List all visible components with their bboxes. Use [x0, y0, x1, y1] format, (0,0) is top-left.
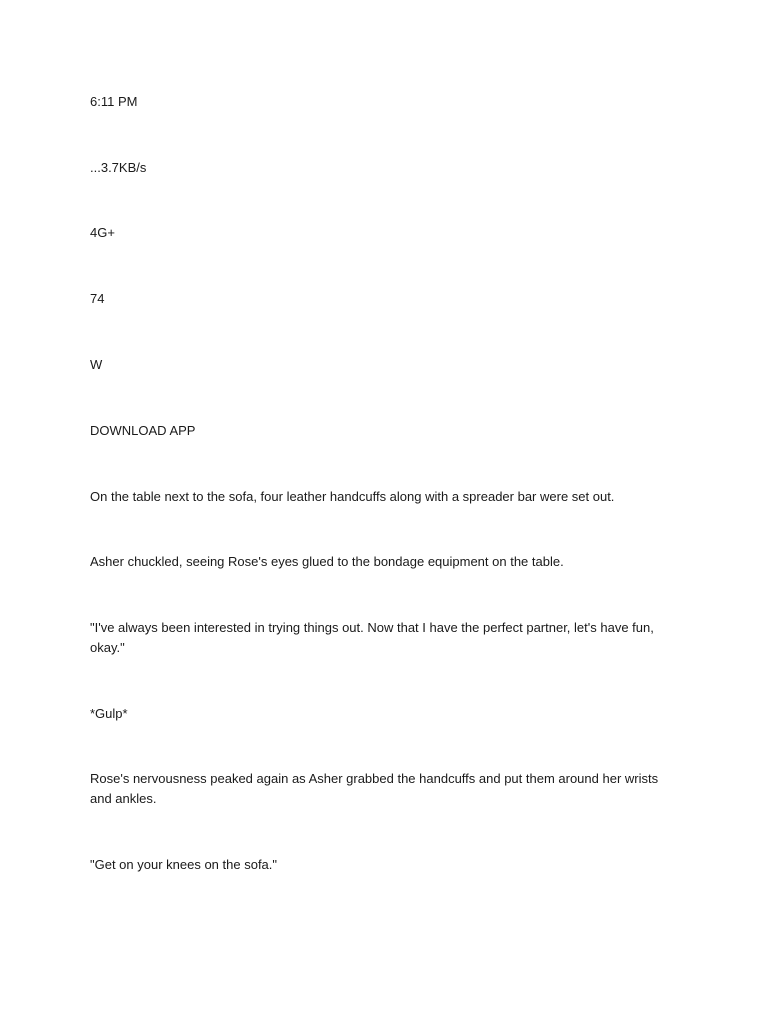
status-network-speed: ...3.7KB/s: [90, 160, 147, 175]
app-logo-letter[interactable]: W: [90, 357, 103, 372]
story-paragraph: "I've always been interested in trying things out. Now that I have the perfect partner, let's have fun, okay.": [90, 620, 654, 655]
story-paragraph: On the table next to the sofa, four leather handcuffs along with a spreader bar were set out.: [90, 489, 615, 504]
status-time: 6:11 PM: [90, 94, 138, 109]
story-paragraph: Asher chuckled, seeing Rose's eyes glued to the bondage equipment on the table.: [90, 554, 564, 569]
status-battery: 74: [90, 291, 105, 306]
story-paragraph: Rose's nervousness peaked again as Asher grabbed the handcuffs and put them around her wrists and ankles.: [90, 771, 659, 806]
story-paragraph: *Gulp*: [90, 706, 128, 721]
download-app-button[interactable]: DOWNLOAD APP: [90, 423, 196, 438]
story-paragraph: "Get on your knees on the sofa.": [90, 857, 278, 872]
status-network-type: 4G+: [90, 225, 115, 240]
